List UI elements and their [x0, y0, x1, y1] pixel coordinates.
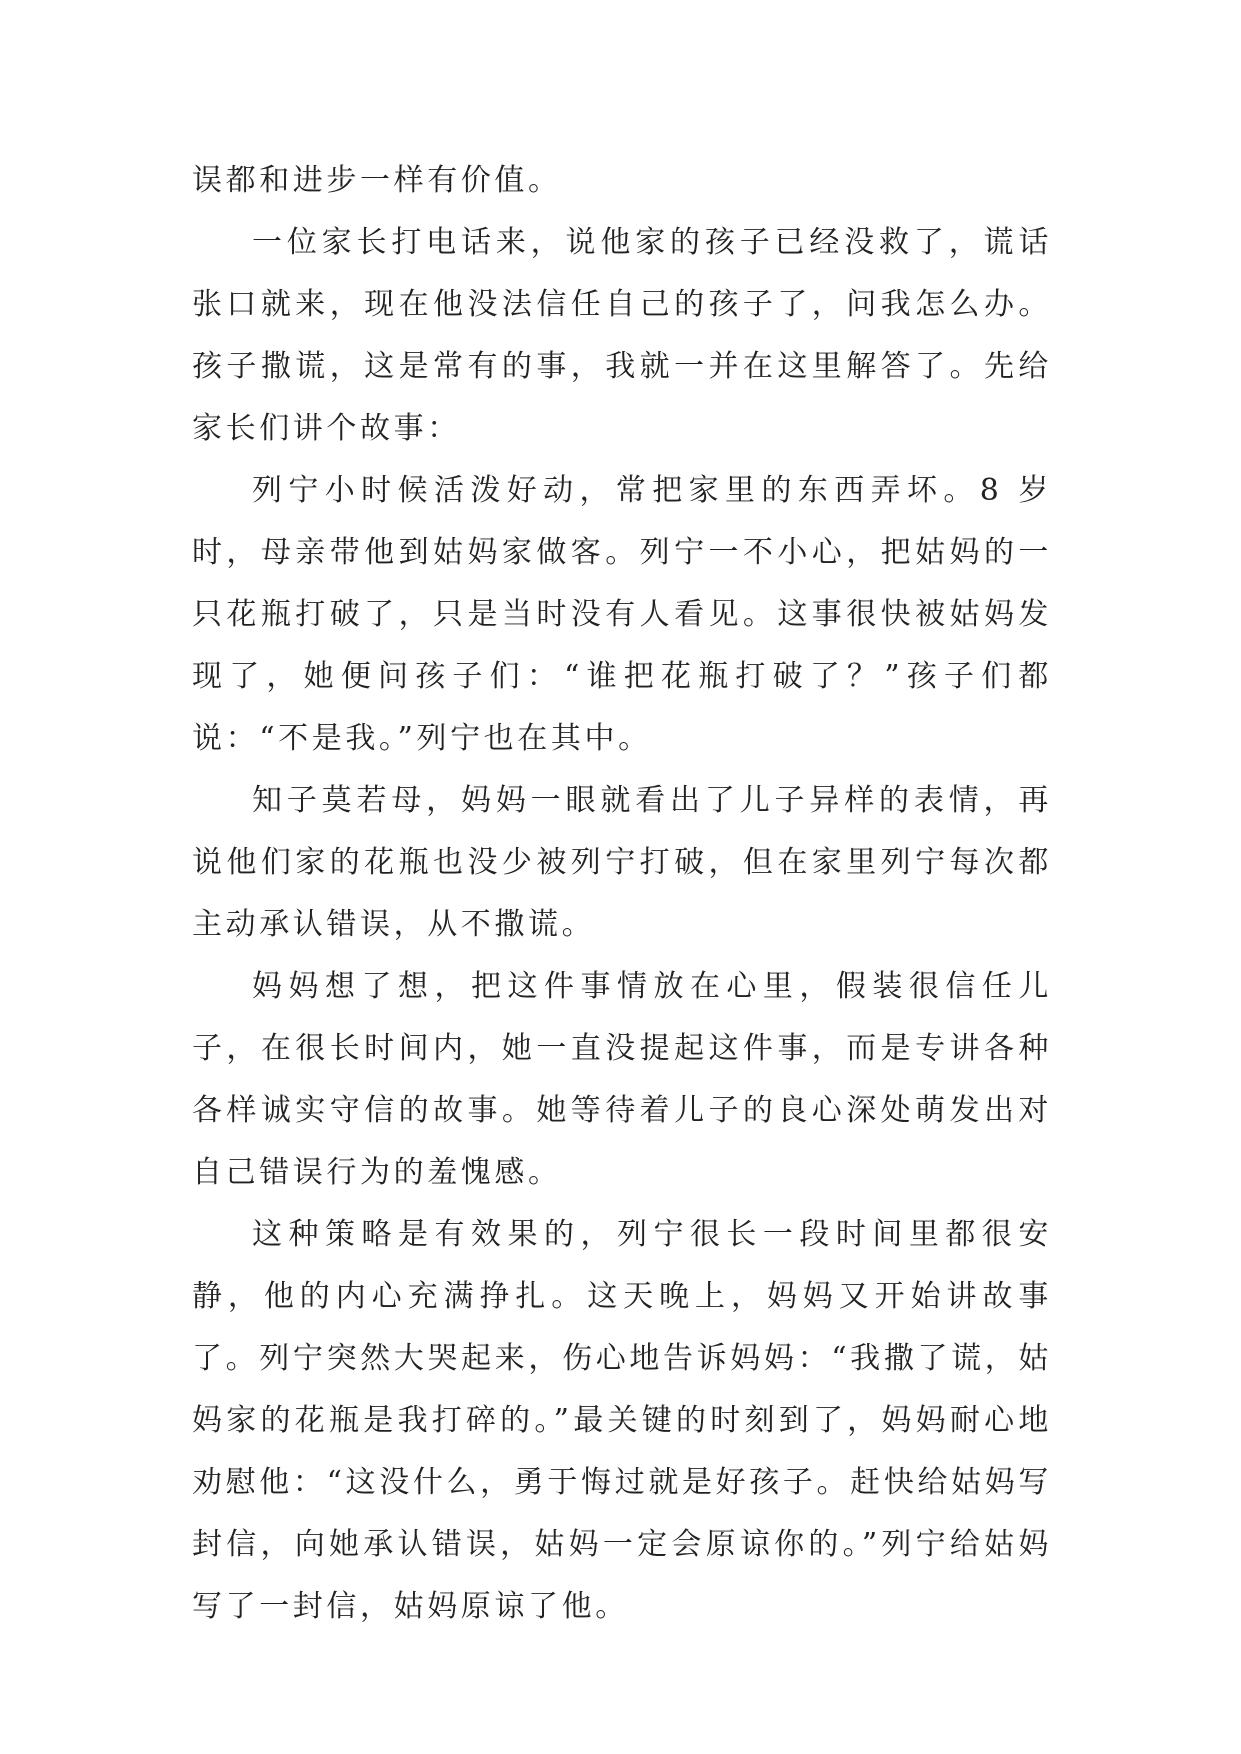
body-text: [192, 150, 1052, 1638]
paragraph-4: 知子莫若母，妈妈一眼就看出了儿子异样的表情，再说他们家的花瓶也没少被列宁打破，但在家里列宁每次都主动承认错误，从不撒谎。: [192, 783, 1052, 942]
paragraph-2: 一位家长打电话来，说他家的孩子已经没救了，谎话张口就来，现在他没法信任自己的孩子了，问我怎么办。孩子撒谎，这是常有的事，我就一并在这里解答了。先给家长们讲个故事：: [192, 225, 1052, 446]
paragraph-1: 误都和进步一样有价值。: [192, 163, 562, 198]
paragraph-5: 妈妈想了想，把这件事情放在心里，假装很信任儿子，在很长时间内，她一直没提起这件事，而是专讲各种各样诚实守信的故事。她等待着儿子的良心深处萌发出对自己错误行为的羞愧感。: [192, 969, 1052, 1190]
paragraph-3: 列宁小时候活泼好动，常把家里的东西弄坏。8 岁时，母亲带他到姑妈家做客。列宁一不小心，把姑妈的一只花瓶打破了，只是当时没有人看见。这事很快被姑妈发现了，她便问孩子们：“谁把花瓶打破了？”孩子们都说：“不是我。”列宁也在其中。: [192, 473, 1052, 756]
paragraph-6: 这种策略是有效果的，列宁很长一段时间里都很安静，他的内心充满挣扎。这天晚上，妈妈又开始讲故事了。列宁突然大哭起来，伤心地告诉妈妈：“我撒了谎，姑妈家的花瓶是我打碎的。”最关键的时刻到了，妈妈耐心地劝慰他：“这没什么，勇于悔过就是好孩子。赶快给姑妈写封信，向她承认错误，姑妈一定会原谅你的。”列宁给姑妈写了一封信，姑妈原谅了他。: [192, 1217, 1052, 1624]
